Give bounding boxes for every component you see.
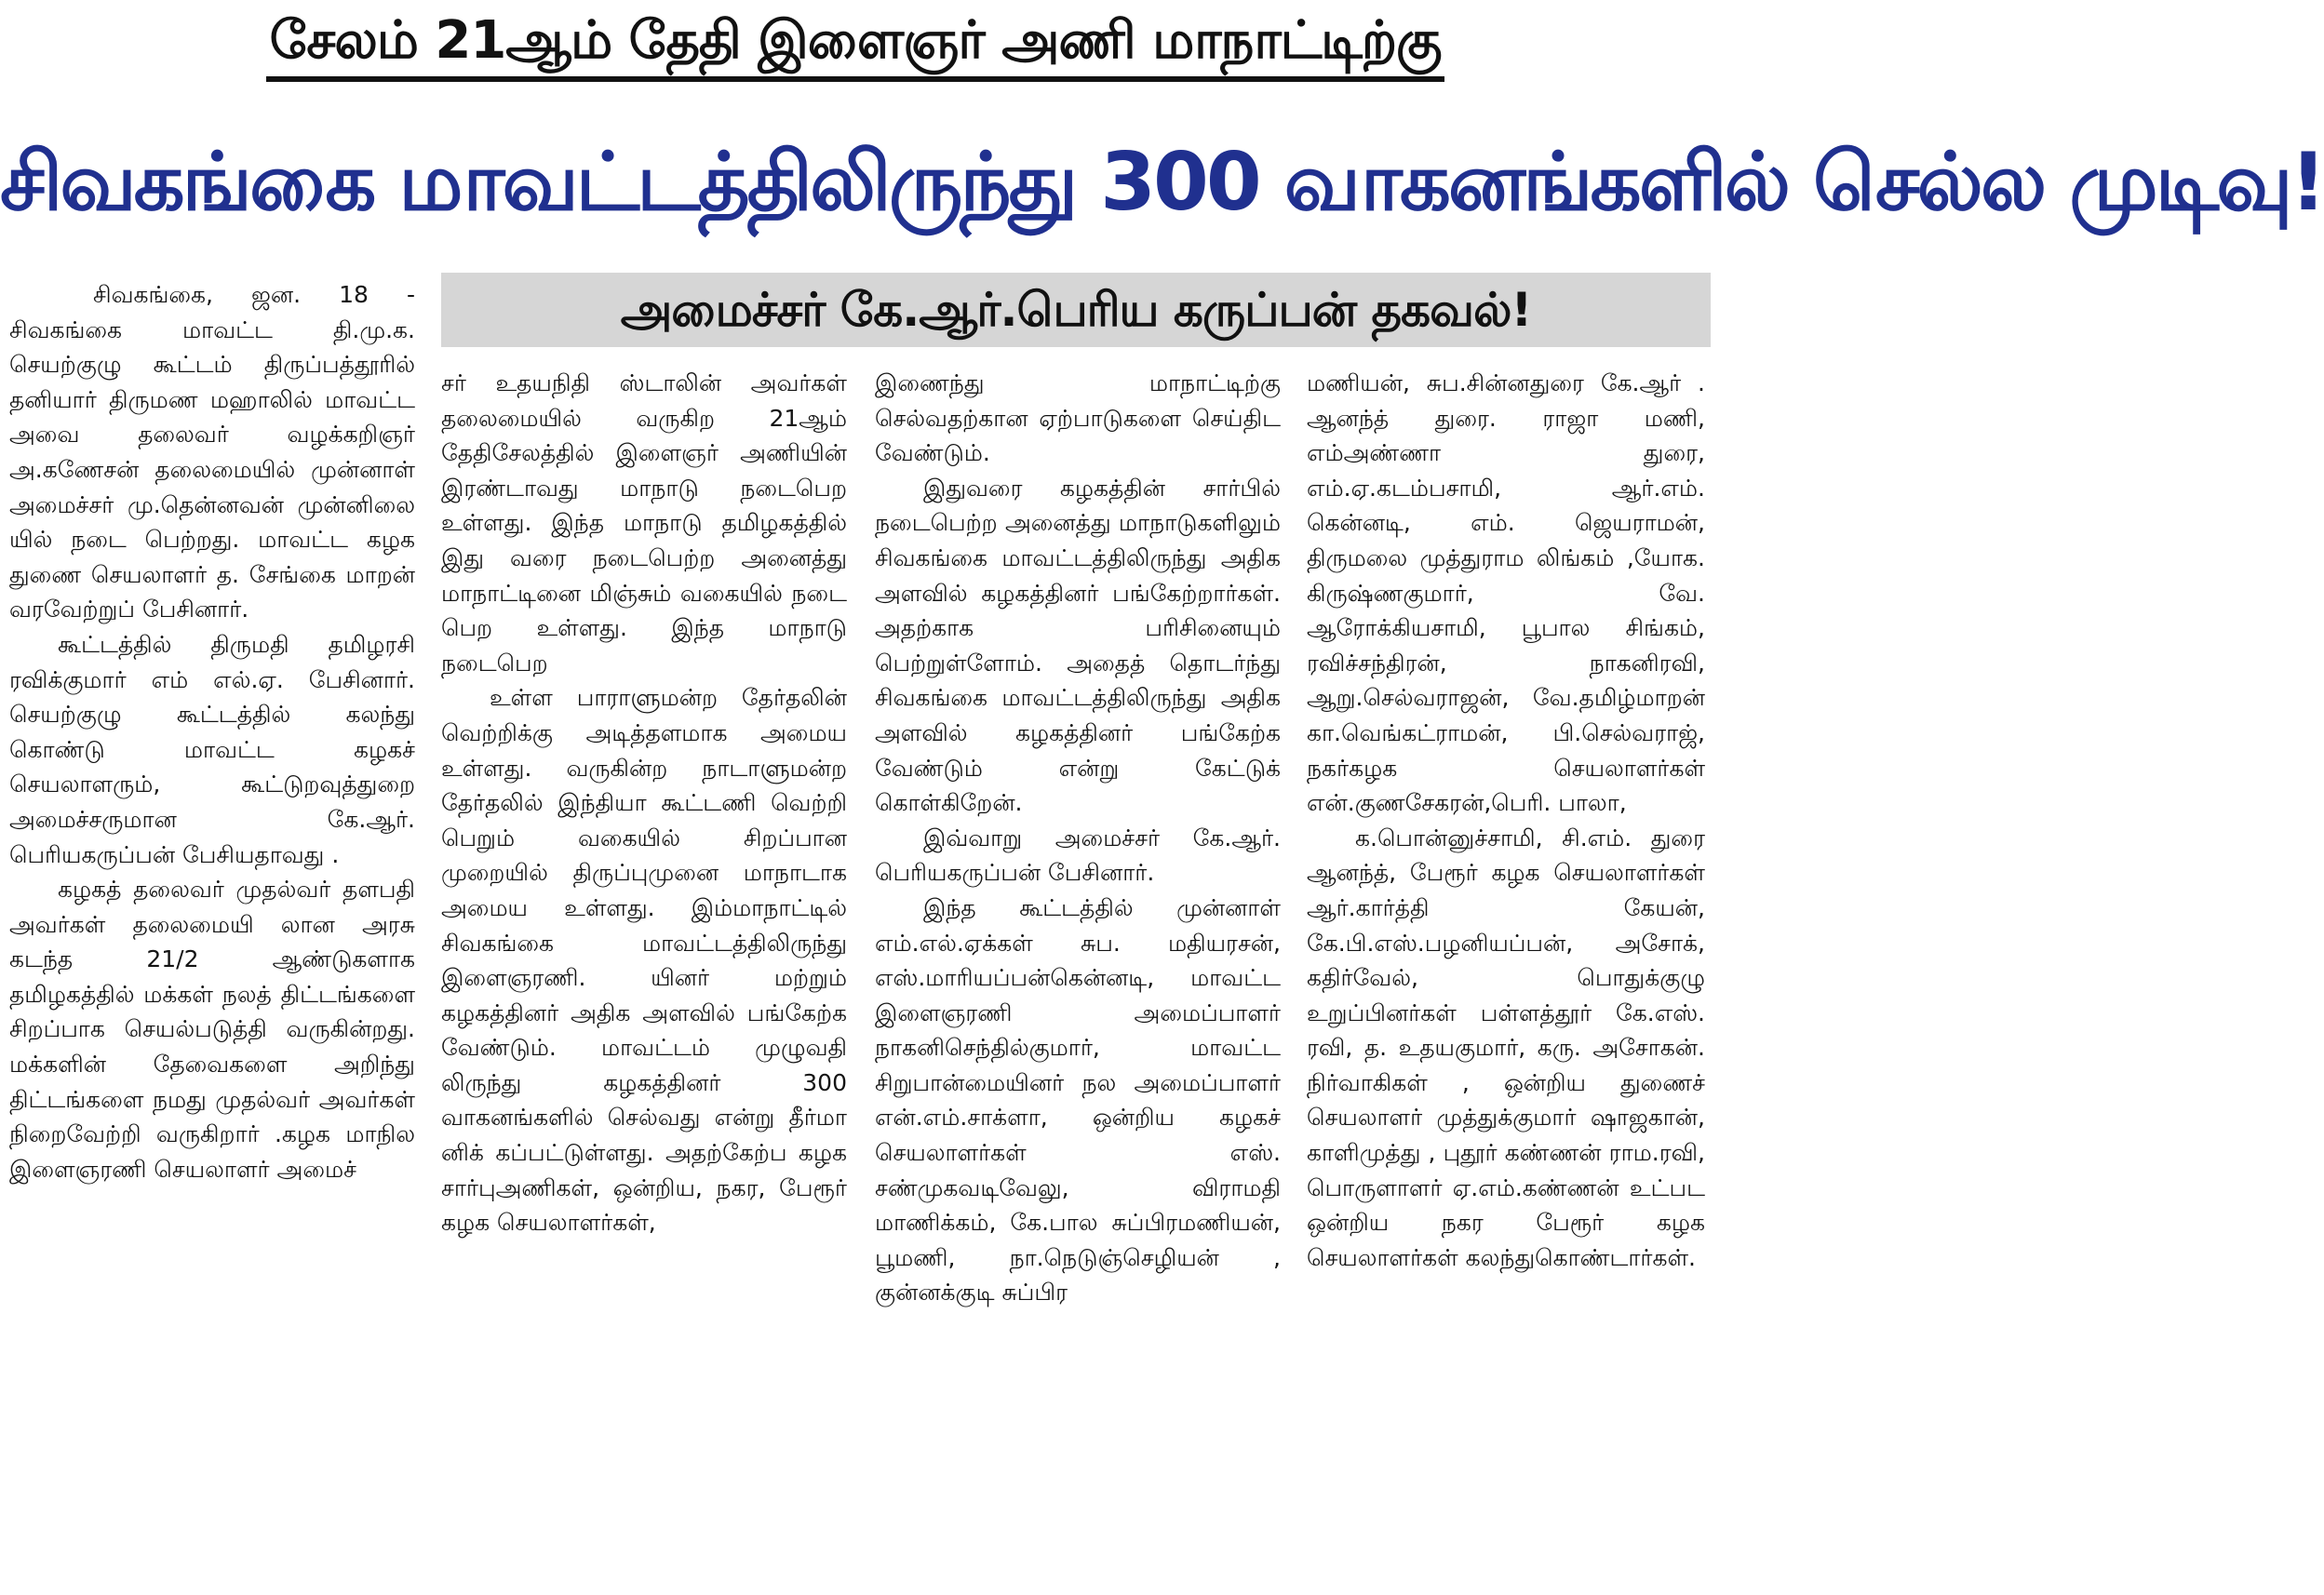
column-1-paragraph-1: சிவகங்கை, ஜன. 18 - சிவகங்கை மாவட்ட தி.மு.க. செயற்குழு கூட்டம் திருப்பத்தூரில் தனியார் திருமண மஹாலில் மாவட்ட அவை தலைவர் வழக்கறிஞர் அ.கணேசன் தலைமையில் முன்னாள் அமைச்சர் மு.தென்னவன் முன்னிலை யில் நடை பெற்றது. மாவட்ட கழக துணை செயலாளர் த. சேங்கை மாறன் வரவேற்றுப் பேசினார். bbox=[9, 281, 415, 623]
column-3-paragraph-3: இவ்வாறு அமைச்சர் கே.ஆர். பெரியகருப்பன் பேசினார். bbox=[875, 824, 1281, 887]
sub-headline: அமைச்சர் கே.ஆர்.பெரிய கருப்பன் தகவல்! bbox=[441, 273, 1711, 347]
column-3-paragraph-1: இணைந்து மாநாட்டிற்கு செல்வதற்கான ஏற்பாடுகளை செய்திட வேண்டும். bbox=[875, 369, 1281, 467]
column-1-paragraph-2: கூட்டத்தில் திருமதி தமிழரசி ரவிக்குமார் எம் எல்.ஏ. பேசினார். செயற்குழு கூட்டத்தில் கலந்து கொண்டு மாவட்ட கழகச் செயலாளரும், கூட்டுறவுத்துறை அமைச்சருமான கே.ஆர். பெரியகருப்பன் பேசியதாவது . bbox=[9, 630, 415, 868]
column-4-paragraph-2: க.பொன்னுச்சாமி, சி.எம். துரை ஆனந்த், பேரூர் கழக செயலாளர்கள் ஆர்.கார்த்தி கேயன், கே.பி.எஸ்.பழனியப்பன், அசோக், கதிர்வேல், பொதுக்குழு உறுப்பினர்கள் பள்ளத்தூர் கே.எஸ். ரவி, த. உதயகுமார், கரு. அசோகன். நிர்வாகிகள் , ஒன்றிய துணைச் செயலாளர் முத்துக்குமார் ஷாஜகான், காளிமுத்து , புதூர் கண்ணன் ராம.ரவி, பொருளாளர் ஏ.எம்.கண்ணன் உட்பட ஒன்றிய நகர பேரூர் கழக செயலாளர்கள் கலந்துகொண்டார்கள். bbox=[1307, 824, 1705, 1271]
column-1-paragraph-3: கழகத் தலைவர் முதல்வர் தளபதி அவர்கள் தலைமையி லான அரசு கடந்த 21/2 ஆண்டுகளாக தமிழகத்தில் மக்கள் நலத் திட்டங்களை சிறப்பாக செயல்படுத்தி வருகின்றது. மக்களின் தேவைகளை அறிந்து திட்டங்களை நமது முதல்வர் அவர்கள் நிறைவேற்றி வருகிறார் .கழக மாநில இளைஞரணி செயலாளர் அமைச் bbox=[9, 876, 415, 1183]
article-column-3 bbox=[875, 366, 1281, 1589]
column-3-paragraph-2: இதுவரை கழகத்தின் சார்பில் நடைபெற்ற அனைத்து மாநாடுகளிலும் சிவகங்கை மாவட்டத்திலிருந்து அதிக அளவில் கழகத்தினர் பங்கேற்றார்கள். அதற்காக பரிசினையும் பெற்றுள்ளோம். அதைத் தொடர்ந்து சிவகங்கை மாவட்டத்திலிருந்து அதிக அளவில் கழகத்தினர் பங்கேற்க வேண்டும் என்று கேட்டுக் கொள்கிறேன். bbox=[875, 474, 1281, 817]
column-3-paragraph-4: இந்த கூட்டத்தில் முன்னாள் எம்.எல்.ஏக்கள் சுப. மதியரசன், எஸ்.மாரியப்பன்கென்னடி, மாவட்ட இளைஞரணி அமைப்பாளர் நாகனிசெந்தில்குமார், மாவட்ட சிறுபான்மையினர் நல அமைப்பாளர் என்.எம்.சாக்ளா, ஒன்றிய கழகச் செயலாளர்கள் எஸ். சண்முகவடிவேலு, விராமதி மாணிக்கம், கே.பால சுப்பிரமணியன், பூமணி, நா.நெடுஞ்செழியன் , குன்னக்குடி சுப்பிர bbox=[875, 893, 1281, 1307]
article-column-2 bbox=[441, 366, 847, 1589]
column-2-paragraph-2: உள்ள பாராளுமன்ற தேர்தலின் வெற்றிக்கு அடித்தளமாக அமைய உள்ளது. வருகின்ற நாடாளுமன்ற தேர்தலில் இந்தியா கூட்டணி வெற்றி பெறும் வகையில் சிறப்பான முறையில் திருப்புமுனை மாநாடாக அமைய உள்ளது. இம்மாநாட்டில் சிவகங்கை மாவட்டத்திலிருந்து இளைஞரணி. யினர் மற்றும் கழகத்தினர் அதிக அளவில் பங்கேற்க வேண்டும். மாவட்டம் முழுவதி லிருந்து கழகத்தினர் 300 வாகனங்களில் செல்வது என்று தீர்மா னிக் கப்பட்டுள்ளது. அதற்கேற்ப கழக சார்புஅணிகள், ஒன்றிய, நகர, பேரூர் கழக செயலாளர்கள், bbox=[441, 684, 847, 1237]
article-column-4 bbox=[1307, 366, 1705, 1589]
column-4-paragraph-1: மணியன், சுப.சின்னதுரை கே.ஆர் . ஆனந்த் துரை. ராஜா மணி, எம்அண்ணா துரை, எம்.ஏ.கடம்பசாமி, ஆர்.எம். கென்னடி, எம். ஜெயராமன், திருமலை முத்துராம லிங்கம் ,யோக. கிருஷ்ணகுமார், வே. ஆரோக்கியசாமி, பூபால சிங்கம், ரவிச்சந்திரன், நாகனிரவி, ஆறு.செல்வராஜன், வே.தமிழ்மாறன் கா.வெங்கட்ராமன், பி.செல்வராஜ், நகர்கழக செயலாளர்கள் என்.குணசேகரன்,பெரி. பாலா, bbox=[1307, 369, 1705, 817]
main-headline: சிவகங்கை மாவட்டத்திலிருந்து 300 வாகனங்களில் செல்ல முடிவு! bbox=[0, 136, 2324, 229]
article-column-1 bbox=[9, 277, 415, 1589]
kicker-text: சேலம் 21ஆம் தேதி இளைஞர் அணி மாநாட்டிற்கு bbox=[266, 6, 1445, 82]
column-2-paragraph-1: சர் உதயநிதி ஸ்டாலின் அவர்கள் தலைமையில் வருகிற 21ஆம் தேதிசேலத்தில் இளைஞர் அணியின் இரண்டாவது மாநாடு நடைபெற உள்ளது. இந்த மாநாடு தமிழகத்தில் இது வரை நடைபெற்ற அனைத்து மாநாட்டினை மிஞ்சும் வகையில் நடை பெற உள்ளது. இந்த மாநாடு நடைபெற bbox=[441, 369, 847, 677]
kicker-headline bbox=[0, 6, 1711, 82]
